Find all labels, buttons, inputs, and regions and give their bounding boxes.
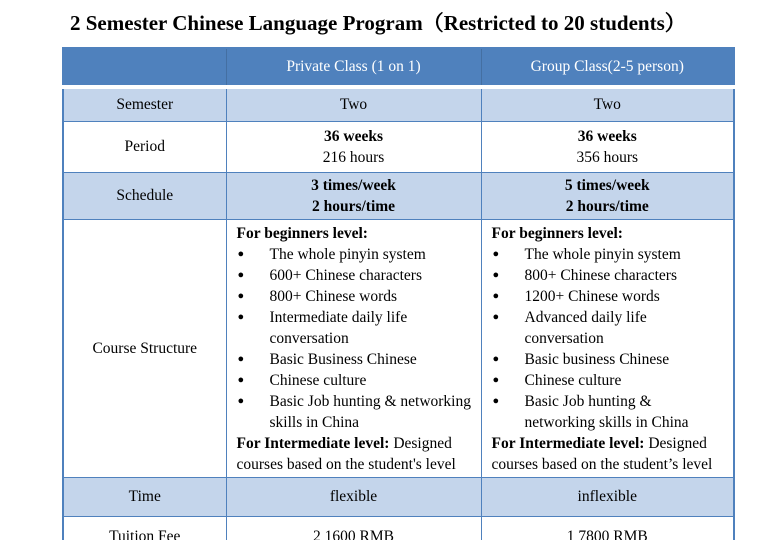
time-group-value: inflexible bbox=[481, 478, 734, 517]
row-label-schedule: Schedule bbox=[63, 173, 226, 220]
program-table bbox=[62, 47, 735, 540]
row-label-tuition-fee: Tuition Fee bbox=[63, 517, 226, 540]
row-tuition-fee bbox=[63, 517, 734, 540]
period-private-value bbox=[226, 122, 481, 173]
list-item: ● Chinese culture bbox=[237, 372, 367, 389]
list-item: ● The whole pinyin system bbox=[492, 246, 681, 263]
tuition-private-value: 2 1600 RMB bbox=[226, 517, 481, 540]
list-item: ● 800+ Chinese words bbox=[237, 288, 398, 305]
semester-private-value: Two bbox=[226, 87, 481, 122]
schedule-group-hours: 2 hours/time bbox=[565, 198, 649, 215]
page-title: 2 Semester Chinese Language Program（Restricted to 20 students） bbox=[70, 11, 686, 35]
list-item: ● 800+ Chinese characters bbox=[492, 267, 677, 284]
bullet-icon: ● bbox=[492, 395, 500, 407]
list-item: ● Basic Job hunting & networking skills in China bbox=[237, 393, 471, 431]
list-item: ● Chinese culture bbox=[492, 372, 622, 389]
bullet-icon: ● bbox=[237, 269, 245, 281]
header-private-class: Private Class (1 on 1) bbox=[226, 48, 481, 87]
schedule-private-value bbox=[226, 173, 481, 220]
row-schedule bbox=[63, 173, 734, 220]
table-header-row bbox=[63, 48, 734, 87]
row-label-time: Time bbox=[63, 478, 226, 517]
row-semester bbox=[63, 87, 734, 122]
bullet-icon: ● bbox=[492, 353, 500, 365]
bullet-icon: ● bbox=[492, 290, 500, 302]
bullet-icon: ● bbox=[237, 248, 245, 260]
course-private-outro: For Intermediate level: Designed courses based on the student's level bbox=[236, 435, 456, 473]
bullet-icon: ● bbox=[492, 311, 500, 323]
list-item: ● Basic business Chinese bbox=[492, 351, 670, 368]
course-structure-private-cell bbox=[226, 220, 481, 478]
list-item: ● Intermediate daily life conversation bbox=[237, 309, 408, 347]
semester-group-value: Two bbox=[481, 87, 734, 122]
list-item: ● Basic Business Chinese bbox=[237, 351, 417, 368]
period-group-hours: 356 hours bbox=[576, 149, 639, 166]
header-corner-cell bbox=[63, 48, 226, 87]
list-item: ● Advanced daily life conversation bbox=[492, 309, 647, 347]
list-item: ● 600+ Chinese characters bbox=[237, 267, 422, 284]
schedule-group-times: 5 times/week bbox=[564, 177, 650, 194]
schedule-private-hours: 2 hours/time bbox=[311, 198, 396, 215]
row-period bbox=[63, 122, 734, 173]
bullet-icon: ● bbox=[237, 395, 245, 407]
bullet-icon: ● bbox=[237, 374, 245, 386]
row-label-period: Period bbox=[63, 122, 226, 173]
bullet-icon: ● bbox=[492, 248, 500, 260]
period-group-value bbox=[481, 122, 734, 173]
bullet-icon: ● bbox=[492, 374, 500, 386]
list-item: ● Basic Job hunting & networking skills in China bbox=[492, 393, 689, 431]
bullet-icon: ● bbox=[237, 290, 245, 302]
period-private-weeks: 36 weeks bbox=[324, 128, 383, 145]
course-private-intro: For beginners level: bbox=[236, 225, 368, 242]
list-item: ● The whole pinyin system bbox=[237, 246, 426, 263]
course-structure-group-cell bbox=[481, 220, 734, 478]
course-group-intro: For beginners level: bbox=[491, 225, 623, 242]
schedule-group-value bbox=[481, 173, 734, 220]
period-private-hours: 216 hours bbox=[322, 149, 385, 166]
row-label-course-structure: Course Structure bbox=[63, 220, 226, 478]
list-item: ● 1200+ Chinese words bbox=[492, 288, 660, 305]
period-group-weeks: 36 weeks bbox=[577, 128, 637, 145]
bullet-icon: ● bbox=[237, 311, 245, 323]
row-label-semester: Semester bbox=[63, 87, 226, 122]
bullet-icon: ● bbox=[237, 353, 245, 365]
course-group-outro: For Intermediate level: Designed courses based on the student’s level bbox=[491, 435, 713, 473]
row-course-structure bbox=[63, 220, 734, 478]
header-group-class: Group Class(2-5 person) bbox=[481, 48, 734, 87]
row-time bbox=[63, 478, 734, 517]
bullet-icon: ● bbox=[492, 269, 500, 281]
tuition-group-value: 1 7800 RMB bbox=[481, 517, 734, 540]
schedule-private-times: 3 times/week bbox=[311, 177, 396, 194]
time-private-value: flexible bbox=[226, 478, 481, 517]
